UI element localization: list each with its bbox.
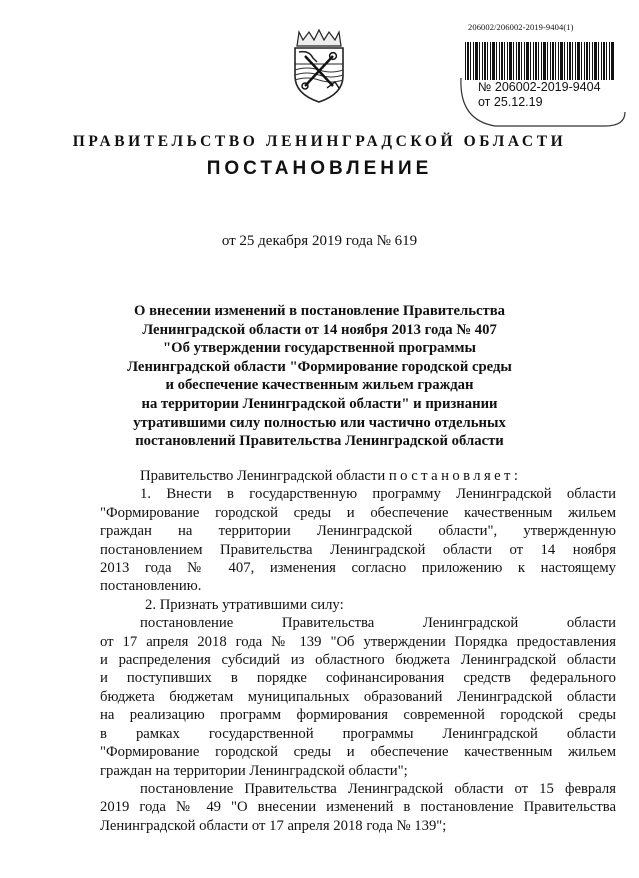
registration-number: № 206002-2019-9404 <box>478 80 601 94</box>
paragraph-2a-line: граждан на территории Ленинградской области"; <box>100 762 408 779</box>
registration-stamp <box>455 42 627 132</box>
stamp-frame <box>455 72 627 132</box>
paragraph-2b-line: постановление Правительства Ленинградской области от 15 февраля <box>140 780 616 797</box>
intro-line <box>100 467 616 485</box>
paragraph-2a-line: бюджета бюджетам муниципальных образований Ленинградской области <box>100 688 616 705</box>
paragraph-1-line: "Формирование городской среды и обеспечение качественным жильем <box>100 504 616 521</box>
heading-line: и обеспечение качественным жильем граждан <box>165 377 474 394</box>
document-date-line: от 25 декабря 2019 года № 619 <box>221 233 418 249</box>
paragraph-1-line: граждан на территории Ленинградской области", утвержденную <box>100 523 616 540</box>
paragraph-2a-line: и поступивших в порядке софинансирования средств федерального <box>100 670 616 687</box>
paragraph-1-line: 2013 года № 407, изменения согласно приложению к настоящему <box>100 560 616 577</box>
heading-line: О внесении изменений в постановление Правительства <box>134 303 505 319</box>
paragraph-2a-line: на реализацию программ формирования современной городской среды <box>100 707 616 724</box>
heading-line: на территории Ленинградской области" и признании <box>141 395 498 412</box>
document-type: ПОСТАНОВЛЕНИЕ <box>206 158 433 179</box>
paragraph-1-line: постановлению. <box>100 578 202 595</box>
paragraph-2a-line: и распределения субсидий из областного бюджета Ленинградской области <box>100 652 616 669</box>
paragraph-2a-line: от 17 апреля 2018 года № 139 "Об утверждении Порядка предоставления <box>100 633 616 650</box>
document-body <box>100 467 616 835</box>
registration-date: от 25.12.19 <box>478 95 543 109</box>
intro-keyword: постановляет: <box>388 468 522 484</box>
heading-line: "Об утверждении государственной программы <box>163 340 476 357</box>
government-title: ПРАВИТЕЛЬСТВО ЛЕНИНГРАДСКОЙ ОБЛАСТИ <box>72 133 567 150</box>
heading-line: Ленинградской области от 14 ноября 2013 года № 407 <box>142 321 497 338</box>
heading-line: утратившими силу полностью или частично отдельных <box>133 414 506 431</box>
document-heading <box>110 302 529 451</box>
paragraph-1-line: постановлением Правительства Ленинградской области от 14 ноября <box>100 541 616 558</box>
coat-of-arms-icon <box>287 28 351 104</box>
heading-line: Ленинградской области "Формирование городской среды <box>127 358 512 375</box>
paragraph-2a-line: в рамках государственной программы Ленинградской области <box>100 725 616 742</box>
paragraph-1-line: 1. Внести в государственную программу Ленинградской области <box>140 486 616 503</box>
paragraph-2b-line: Ленинградской области от 17 апреля 2018 года № 139"; <box>100 817 447 834</box>
paragraph-2a-line: постановление Правительства Ленинградской области <box>140 615 616 632</box>
intro-prefix: Правительство Ленинградской области <box>140 468 389 484</box>
heading-line: постановлений Правительства Ленинградской области <box>135 433 504 450</box>
paragraph-2b-line: 2019 года № 49 "О внесении изменений в постановление Правительства <box>100 799 616 816</box>
paragraph-2-title: 2. Признать утратившими силу: <box>145 596 344 613</box>
paragraph-2a-line: "Формирование городской среды и обеспечение качественным жильем <box>100 744 616 761</box>
document-id: 206002/206002-2019-9404(1) <box>468 22 574 32</box>
